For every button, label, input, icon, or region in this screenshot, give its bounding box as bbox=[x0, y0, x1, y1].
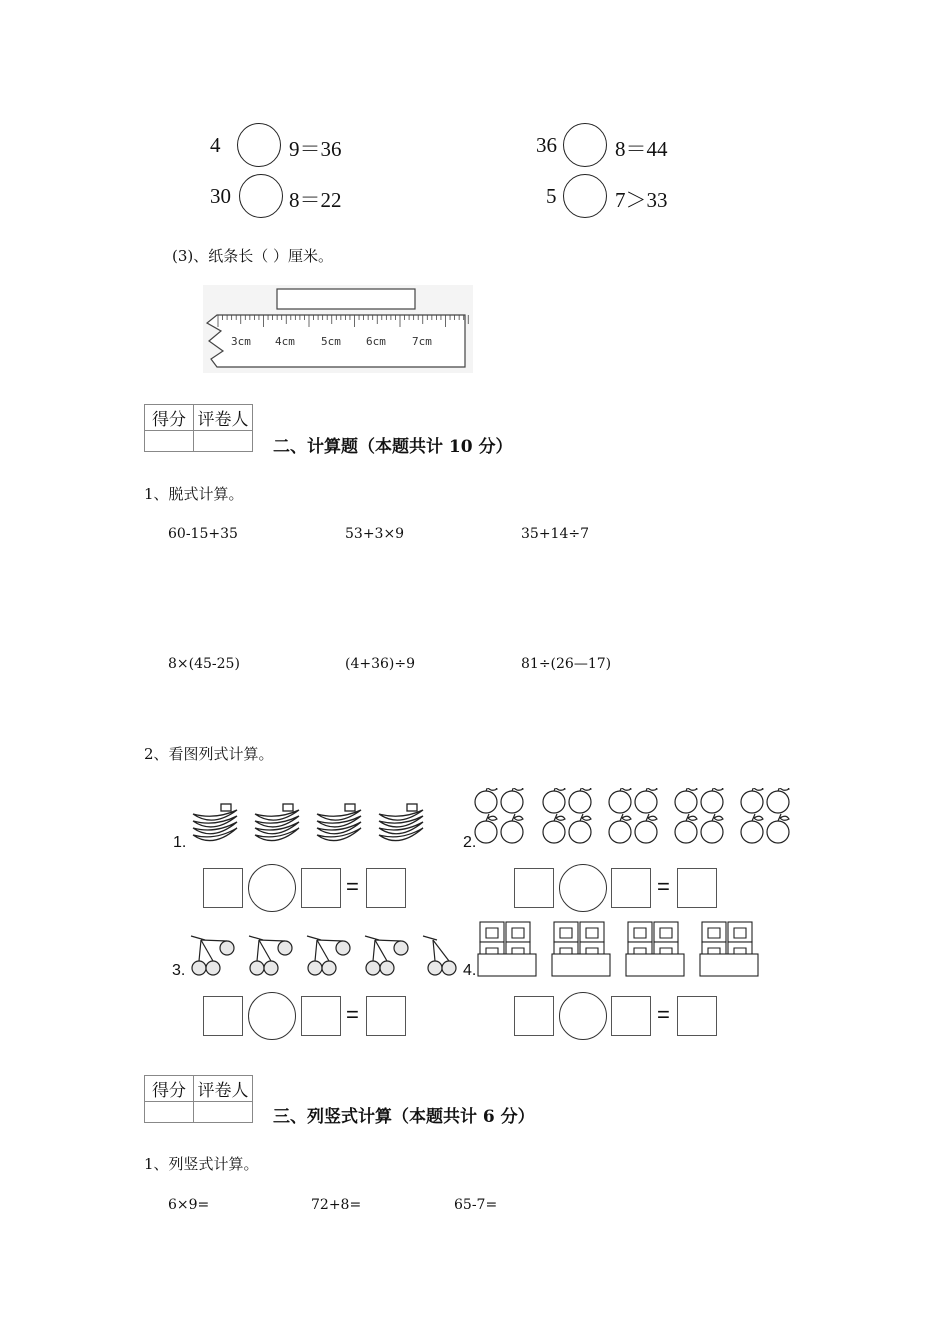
apple bbox=[741, 791, 763, 813]
ruler-figure bbox=[203, 285, 473, 373]
apple bbox=[741, 821, 763, 843]
section-2-title: 二、计算题（本题共计 10 分） bbox=[273, 437, 513, 457]
cherry-stem bbox=[375, 940, 401, 941]
cherries-icon bbox=[183, 928, 463, 980]
comparison-2-circle[interactable] bbox=[563, 123, 607, 167]
grader-label: 评卷人 bbox=[194, 405, 253, 431]
cherry-stem bbox=[257, 940, 259, 961]
cherry bbox=[220, 941, 234, 955]
comparison-1-right: 9＝36 bbox=[289, 137, 342, 161]
apple bbox=[767, 791, 789, 813]
cherry bbox=[278, 941, 292, 955]
cherry-stem bbox=[201, 940, 213, 961]
cherry-stem bbox=[315, 940, 317, 961]
apple-leaf bbox=[714, 816, 723, 820]
apple-leaf bbox=[622, 816, 631, 820]
cherry bbox=[442, 961, 456, 975]
section-3-q1: 1、列竖式计算。 bbox=[144, 1155, 259, 1173]
apple bbox=[475, 791, 497, 813]
milk-boxes-icon bbox=[476, 918, 776, 980]
milk-crate bbox=[626, 954, 684, 976]
milk-label bbox=[586, 928, 598, 938]
operator-circle-4[interactable] bbox=[559, 992, 607, 1040]
banana-stem bbox=[407, 804, 417, 811]
cherry-stem bbox=[365, 936, 379, 940]
milk-label bbox=[560, 928, 572, 938]
answer-box-3c[interactable] bbox=[366, 996, 406, 1036]
cherry-stem bbox=[259, 940, 285, 941]
apple-leaf bbox=[582, 788, 591, 790]
apple-leaf bbox=[648, 816, 657, 820]
ruler-label-3cm: 3cm bbox=[231, 335, 251, 348]
cherry bbox=[394, 941, 408, 955]
answer-box-2b[interactable] bbox=[611, 868, 651, 908]
comparison-3-circle[interactable] bbox=[239, 174, 283, 218]
milk-label bbox=[734, 928, 746, 938]
expr-2: 53+3×9 bbox=[345, 526, 405, 542]
milk-label bbox=[486, 928, 498, 938]
apple bbox=[609, 791, 631, 813]
apple bbox=[501, 821, 523, 843]
answer-box-1c[interactable] bbox=[366, 868, 406, 908]
apple bbox=[675, 791, 697, 813]
answer-box-3a[interactable] bbox=[203, 996, 243, 1036]
cherry bbox=[428, 961, 442, 975]
apple bbox=[501, 791, 523, 813]
expr-4: 8×(45-25) bbox=[168, 656, 240, 672]
answer-box-4c[interactable] bbox=[677, 996, 717, 1036]
answer-box-4b[interactable] bbox=[611, 996, 651, 1036]
apple bbox=[609, 821, 631, 843]
banana-stem bbox=[283, 804, 293, 811]
cherry bbox=[380, 961, 394, 975]
section-3-title: 三、列竖式计算（本题共计 6 分） bbox=[273, 1107, 535, 1127]
operator-circle-3[interactable] bbox=[248, 992, 296, 1040]
cherry-stem bbox=[259, 940, 271, 961]
equals-3: = bbox=[346, 1002, 359, 1027]
banana-stem bbox=[221, 804, 231, 811]
vertical-expr-2: 72+8= bbox=[311, 1197, 362, 1213]
cherry-stem bbox=[375, 940, 387, 961]
ruler-svg bbox=[203, 285, 473, 373]
apple-leaf bbox=[714, 788, 723, 790]
apple-leaf bbox=[582, 816, 591, 820]
score-cell[interactable] bbox=[145, 1102, 194, 1123]
apple-leaf bbox=[514, 788, 523, 790]
apple bbox=[675, 821, 697, 843]
expr-6: 81÷(26—17) bbox=[521, 656, 612, 672]
equals-4: = bbox=[657, 1002, 670, 1027]
section-2-q2: 2、看图列式计算。 bbox=[144, 745, 274, 763]
answer-box-3b[interactable] bbox=[301, 996, 341, 1036]
apple-leaf bbox=[622, 788, 631, 790]
apple-leaf bbox=[488, 788, 497, 790]
paper-strip-question: (3)、纸条长（ ）厘米。 bbox=[172, 247, 334, 265]
answer-box-1a[interactable] bbox=[203, 868, 243, 908]
apple-leaf bbox=[688, 788, 697, 790]
apple-leaf bbox=[688, 816, 697, 820]
pic-4-number: 4. bbox=[463, 962, 477, 979]
apple bbox=[543, 791, 565, 813]
score-label: 得分 bbox=[145, 405, 194, 431]
equals-1: = bbox=[346, 874, 359, 899]
cherry-stem bbox=[317, 940, 329, 961]
operator-circle-1[interactable] bbox=[248, 864, 296, 912]
comparison-4-right: 7＞33 bbox=[615, 188, 668, 212]
ruler-label-7cm: 7cm bbox=[412, 335, 432, 348]
apple bbox=[767, 821, 789, 843]
comparison-4-circle[interactable] bbox=[563, 174, 607, 218]
cherry bbox=[250, 961, 264, 975]
equals-2: = bbox=[657, 874, 670, 899]
score-label: 得分 bbox=[145, 1076, 194, 1102]
cherry bbox=[264, 961, 278, 975]
comparison-1-left: 4 bbox=[210, 133, 221, 157]
cherry bbox=[206, 961, 220, 975]
cherry-stem bbox=[307, 936, 321, 940]
cherry bbox=[322, 961, 336, 975]
comparison-4-left: 5 bbox=[546, 184, 557, 208]
banana-bunches-icon bbox=[185, 800, 430, 850]
milk-label bbox=[512, 928, 524, 938]
milk-label bbox=[660, 928, 672, 938]
expr-1: 60-15+35 bbox=[168, 526, 238, 542]
banana-stem bbox=[345, 804, 355, 811]
apple-leaf bbox=[754, 788, 763, 790]
milk-crate bbox=[700, 954, 758, 976]
pic-1-number: 1. bbox=[173, 834, 187, 851]
cherry-stem bbox=[249, 936, 263, 940]
cherry-stem bbox=[373, 940, 375, 961]
apple bbox=[569, 821, 591, 843]
cherry bbox=[336, 941, 350, 955]
milk-crate bbox=[478, 954, 536, 976]
comparison-2-left: 36 bbox=[536, 133, 557, 157]
cherry bbox=[192, 961, 206, 975]
apple bbox=[475, 821, 497, 843]
milk-crate bbox=[552, 954, 610, 976]
ruler-label-4cm: 4cm bbox=[275, 335, 295, 348]
cherry-stem bbox=[201, 940, 227, 941]
cherry-stem bbox=[191, 936, 205, 940]
cherry bbox=[308, 961, 322, 975]
pic-3-number: 3. bbox=[172, 962, 186, 979]
apple bbox=[635, 821, 657, 843]
apple-leaf bbox=[780, 788, 789, 790]
apple bbox=[701, 821, 723, 843]
operator-circle-2[interactable] bbox=[559, 864, 607, 912]
apple bbox=[635, 791, 657, 813]
answer-box-1b[interactable] bbox=[301, 868, 341, 908]
cherry-stem bbox=[317, 940, 343, 941]
score-cell[interactable] bbox=[145, 431, 194, 452]
apple-leaf bbox=[556, 788, 565, 790]
cherry-stem bbox=[423, 936, 437, 940]
grader-cell[interactable] bbox=[194, 1102, 253, 1123]
cherry-stem bbox=[199, 940, 201, 961]
apple-leaf bbox=[648, 788, 657, 790]
section-2-q1: 1、脱式计算。 bbox=[144, 485, 244, 503]
apple-leaf bbox=[780, 816, 789, 820]
apple-leaf bbox=[488, 816, 497, 820]
comparison-3-left: 30 bbox=[210, 184, 231, 208]
cherry bbox=[366, 961, 380, 975]
comparison-2-right: 8＝44 bbox=[615, 137, 668, 161]
grader-cell[interactable] bbox=[194, 431, 253, 452]
grader-label: 评卷人 bbox=[194, 1076, 253, 1102]
paper-strip bbox=[277, 289, 415, 309]
expr-5: (4+36)÷9 bbox=[345, 656, 416, 672]
expr-3: 35+14÷7 bbox=[521, 526, 589, 542]
apple bbox=[543, 821, 565, 843]
vertical-expr-1: 6×9= bbox=[168, 1197, 210, 1213]
answer-box-4a[interactable] bbox=[514, 996, 554, 1036]
answer-box-2c[interactable] bbox=[677, 868, 717, 908]
cherry-stem bbox=[433, 940, 449, 961]
ruler-label-6cm: 6cm bbox=[366, 335, 386, 348]
pic-2-number: 2. bbox=[463, 834, 477, 851]
milk-label bbox=[634, 928, 646, 938]
comparison-1-circle[interactable] bbox=[237, 123, 281, 167]
score-table-1 bbox=[144, 404, 253, 452]
apples-icon bbox=[474, 788, 799, 850]
apple bbox=[701, 791, 723, 813]
ruler-label-5cm: 5cm bbox=[321, 335, 341, 348]
apple-leaf bbox=[556, 816, 565, 820]
score-table-2 bbox=[144, 1075, 253, 1123]
answer-box-2a[interactable] bbox=[514, 868, 554, 908]
apple bbox=[569, 791, 591, 813]
vertical-expr-3: 65-7= bbox=[454, 1197, 498, 1213]
milk-label bbox=[708, 928, 720, 938]
apple-leaf bbox=[514, 816, 523, 820]
comparison-3-right: 8＝22 bbox=[289, 188, 342, 212]
apple-leaf bbox=[754, 816, 763, 820]
